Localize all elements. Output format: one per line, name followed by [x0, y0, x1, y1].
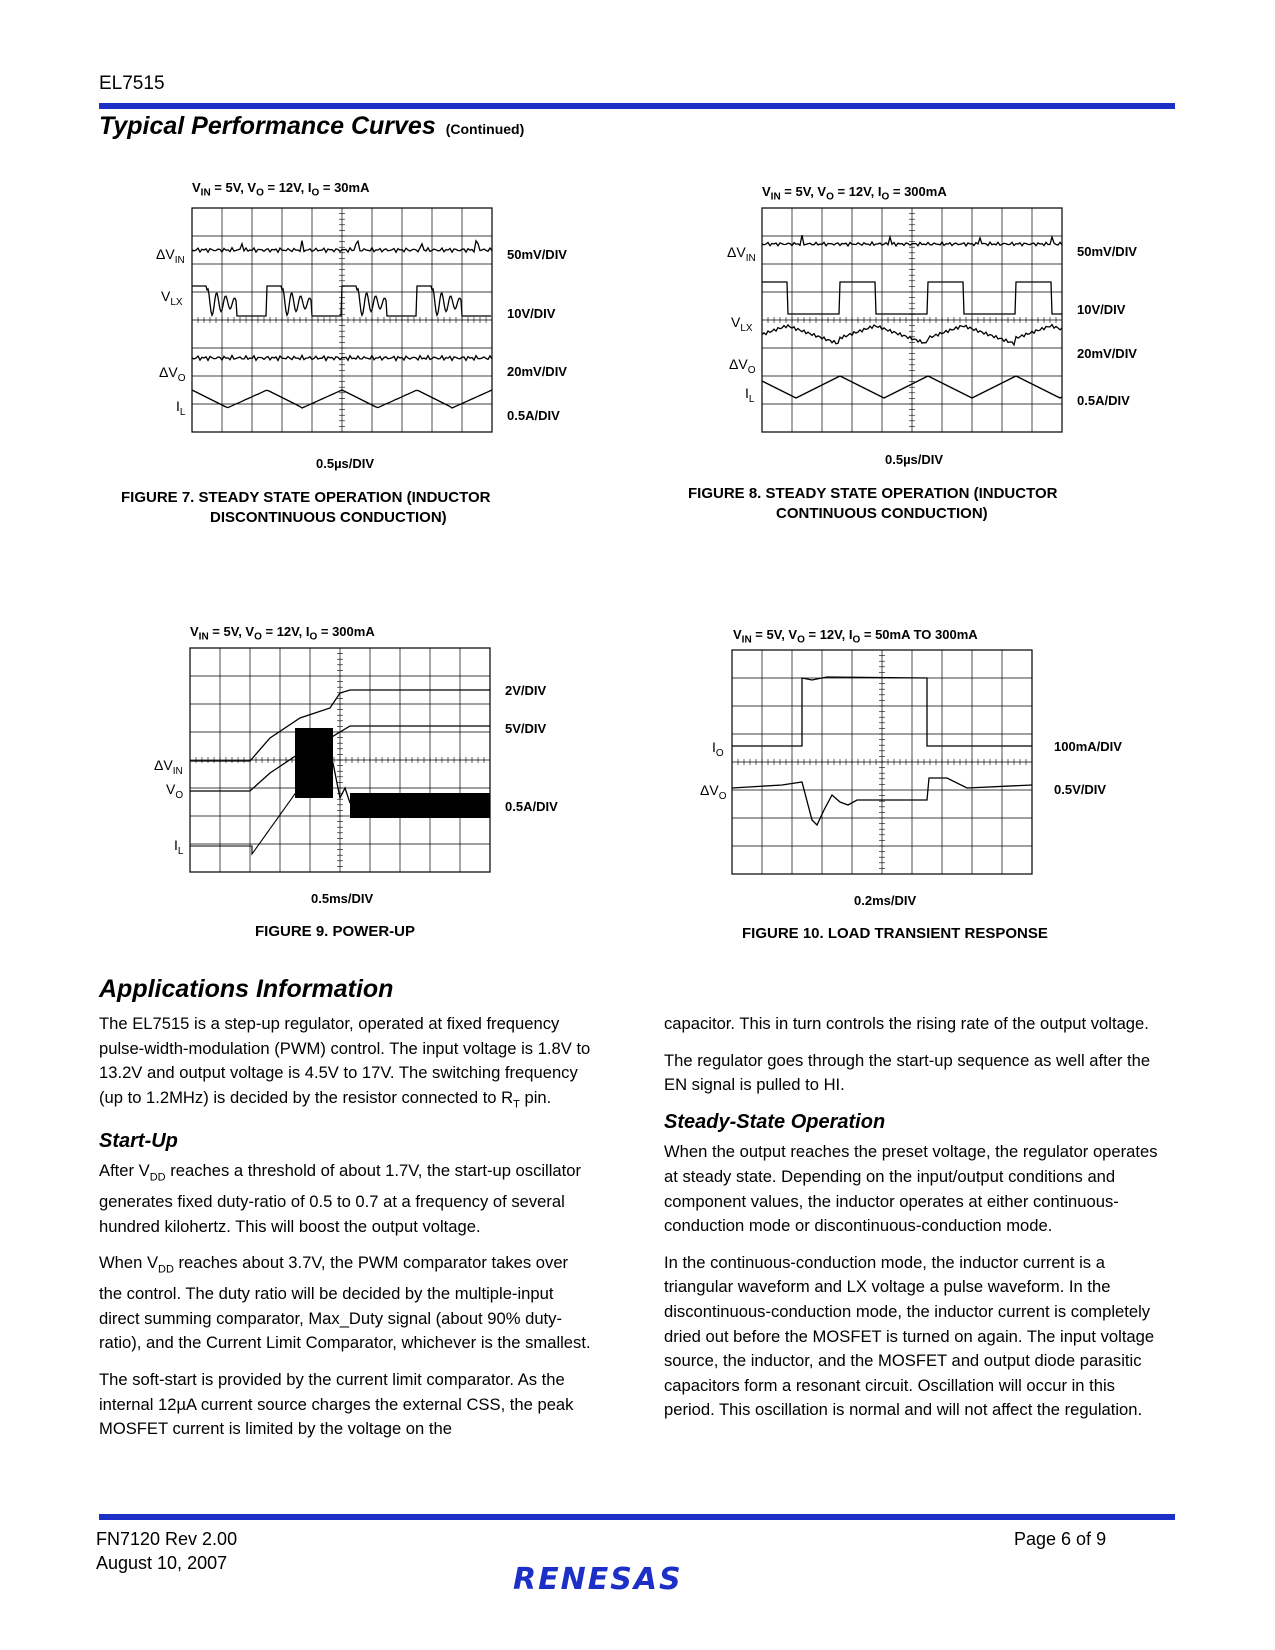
fig9-scale-2: 5V/DIV [505, 721, 547, 736]
fig8-scale-3: 20mV/DIV [1077, 346, 1137, 361]
fig7-label-vlx: $V_{LX}$ [161, 288, 183, 308]
footer-rule [99, 1514, 1175, 1520]
startup-paragraph-2: When $V_{DD}$ reaches about 3.7V, the PWM comparator takes over the control. The duty ratio will be decided by the multiple-input direct summing comparator, Max_Duty signal (about 90% duty-ratio), and the Current Limit Comparator, whichever is the smallest. [99, 1253, 591, 1353]
startup-heading: Start-Up [99, 1129, 178, 1152]
fig10-caption: FIGURE 10. LOAD TRANSIENT RESPONSE [742, 925, 1048, 942]
fig7-scale-4: 0.5A/DIV [507, 408, 560, 423]
fig8-label-dvin: $\Delta V_{IN}$ [727, 244, 756, 264]
fig8-caption-2: CONTINUOUS CONDUCTION) [776, 505, 988, 522]
fig7-timebase: 0.5µs/DIV [316, 456, 375, 471]
fig7-trace-vlx [192, 286, 491, 316]
section-title [99, 112, 524, 141]
startup-paragraph-3: The soft-start is provided by the current limit comparator. As the internal 12µA current source charges the external CSS, the peak MOSFET current is limited by the voltage on the [99, 1370, 574, 1439]
page-number: Page 6 of 9 [1014, 1529, 1107, 1549]
section-continued: (Continued) [445, 121, 525, 137]
fig7-caption-2: DISCONTINUOUS CONDUCTION) [210, 509, 447, 526]
fig9-steady-ripple [350, 793, 490, 818]
right-column [664, 1012, 1159, 1435]
header-rule [99, 103, 1175, 109]
fig10-label-io: $I_O$ [712, 739, 724, 759]
fig8-scale-1: 50mV/DIV [1077, 244, 1137, 259]
steady-state-heading: Steady-State Operation [664, 1110, 886, 1133]
fig9-label-il: $I_L$ [174, 837, 184, 857]
startup-paragraph-1: After $V_{DD}$ reaches a threshold of about 1.7V, the start-up oscillator generates fixed duty-ratio of 0.5 to 0.7 at a frequency of several hundred kilohertz. This will boost the output voltage. [99, 1161, 582, 1236]
fig10-grid [732, 650, 1042, 882]
fig8-conditions: $V_{IN} = 5V$, $V_O = 12V$, $I_O = 300mA$ [762, 184, 947, 203]
renesas-logo: RENESAS [513, 1562, 683, 1597]
footer-left [96, 1527, 237, 1575]
fig9-trace-transient [333, 763, 350, 803]
left-column [99, 1012, 594, 1454]
fig8-scope [762, 208, 1072, 445]
fig9-grid [190, 648, 500, 880]
fig8-grid [762, 208, 1072, 440]
fig7-scope [192, 208, 502, 445]
fig7-scale-1: 50mV/DIV [507, 247, 567, 262]
fig10-scale-1: 100mA/DIV [1054, 739, 1122, 754]
intro-paragraph: The EL7515 is a step-up regulator, operated at fixed frequency pulse-width-modulation (PWM) control. The input voltage is 1.8V to 13.2V and output voltage is 4.5V to 17V. The switching frequency (up to 1.2MHz) is decided by the resistor connected to $R_T$ pin. [99, 1014, 591, 1111]
fig7-label-dvo: $\Delta V_O$ [159, 364, 186, 384]
section-title-text: Typical Performance Curves [99, 112, 436, 140]
fig9-label-dvin: $\Delta V_{IN}$ [154, 757, 183, 777]
fig8-scale-4: 0.5A/DIV [1077, 393, 1130, 408]
fig10-conditions: $V_{IN} = 5V$, $V_O = 12V$, $I_O = 50mA$ TO 300mA [733, 627, 978, 646]
fig8-timebase: 0.5µs/DIV [885, 452, 944, 467]
steady-paragraph-1: When the output reaches the preset voltage, the regulator operates at steady state. Depending on the input/output conditions and component values, the inductor operates at either continuous-conduction mode or discontinuous-conduction mode. [664, 1142, 1158, 1236]
fig9-conditions: $V_{IN} = 5V$, $V_O = 12V$, $I_O = 300mA$ [190, 624, 375, 643]
fig8-label-dvo: $\Delta V_O$ [729, 356, 756, 376]
right-paragraph-2: The regulator goes through the start-up sequence as well after the EN signal is pulled to HI. [664, 1050, 1151, 1095]
fig9-caption: FIGURE 9. POWER-UP [255, 923, 416, 940]
right-paragraph-1: capacitor. This in turn controls the rising rate of the output voltage. [664, 1014, 1149, 1033]
fig7-caption-1: FIGURE 7. STEADY STATE OPERATION (INDUCTOR [121, 489, 491, 506]
doc-rev: FN7120 Rev 2.00 [96, 1529, 238, 1549]
fig7-grid [192, 208, 502, 440]
fig8-label-il: $I_L$ [745, 385, 755, 405]
fig9-scale-1: 2V/DIV [505, 683, 547, 698]
fig9-burst [295, 728, 333, 798]
applications-title: Applications Information [99, 975, 394, 1003]
fig10-timebase: 0.2ms/DIV [854, 893, 917, 908]
fig8-label-vlx: $V_{LX}$ [731, 314, 753, 334]
fig10-label-dvo: $\Delta V_O$ [700, 782, 727, 802]
fig10-scope [732, 650, 1042, 887]
fig7-label-il: $I_L$ [176, 398, 186, 418]
fig7-scale-2: 10V/DIV [507, 306, 556, 321]
fig10-scale-2: 0.5V/DIV [1054, 782, 1107, 797]
fig8-caption-1: FIGURE 8. STEADY STATE OPERATION (INDUCTOR [688, 485, 1058, 502]
fig8-scale-2: 10V/DIV [1077, 302, 1126, 317]
doc-date: August 10, 2007 [96, 1553, 228, 1573]
fig9-scale-3: 0.5A/DIV [505, 799, 558, 814]
fig7-conditions: $V_{IN} = 5V$, $V_O = 12V$, $I_O = 30mA$ [192, 180, 370, 199]
fig7-scale-3: 20mV/DIV [507, 364, 567, 379]
steady-paragraph-2: In the continuous-conduction mode, the inductor current is a triangular waveform and LX voltage a pulse waveform. In the discontinuous-conduction mode, the inductor current is completely dried out before the MOSFET is turned on again. The input voltage source, the inductor, and the MOSFET and output diode parasitic capacitors form a resonant circuit. Oscillation will occur in this period. This oscillation is normal and will not affect the regulation. [664, 1252, 1155, 1420]
fig9-timebase: 0.5ms/DIV [311, 891, 374, 906]
fig9-label-vo: $V_O$ [166, 781, 184, 801]
doc-id: EL7515 [99, 73, 165, 94]
fig7-label-dvin: $\Delta V_{IN}$ [156, 246, 185, 266]
fig9-scope [190, 648, 500, 885]
